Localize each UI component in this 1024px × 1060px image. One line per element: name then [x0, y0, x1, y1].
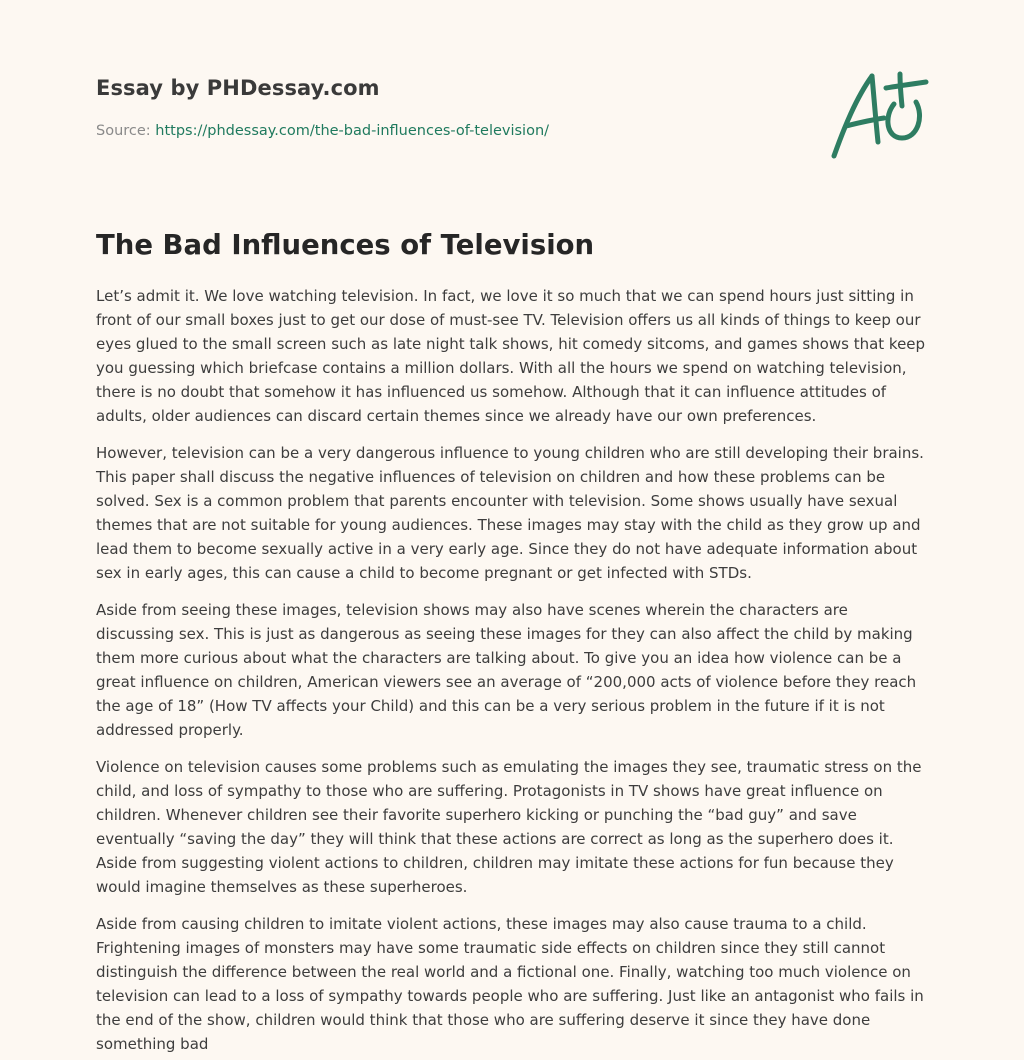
brand-title: Essay by PHDessay.com	[96, 76, 380, 100]
paragraph: Aside from seeing these images, television shows may also have scenes wherein the characters are discussing sex. This is just as dangerous as seeing these images for they can also affect the child by making them more curious about what the characters are talking about. To give you an idea how violence can be a great influence on children, American viewers see an average of “200,000 acts of violence before they reach the age of 18” (How TV affects your Child) and this can be a very serious problem in the future if it is not addressed properly.	[96, 601, 917, 739]
essay-title: The Bad Influences of Television	[96, 229, 595, 261]
paragraph: Aside from causing children to imitate violent actions, these images may also cause trauma to a child. Frightening images of monsters may have some traumatic side effects on children since they still cannot distinguish the difference between the real world and a fictional one. Finally, watching too much violence on television can lead to a loss of sympathy towards people who are suffering. Just like an antagonist who fails in the end of the show, children would think that those who are suffering deserve it since they have done something bad	[96, 915, 924, 1053]
essay-body	[96, 284, 928, 1056]
a-plus-logo	[828, 68, 932, 164]
page-header	[96, 0, 928, 200]
paragraph: Let’s admit it. We love watching television. In fact, we love it so much that we can spend hours just sitting in front of our small boxes just to get our dose of must-see TV. Television offers us all kinds of things to keep our eyes glued to the small screen such as late night talk shows, hit comedy sitcoms, and games shows that keep you guessing which briefcase contains a million dollars. With all the hours we spend on watching television, there is no doubt that somehow it has influenced us somehow. Although that it can influence attitudes of adults, older audiences can discard certain themes since we already have our own preferences.	[96, 287, 926, 425]
source-link[interactable]: https://phdessay.com/the-bad-influences-of-television/	[155, 123, 550, 139]
paragraph: Violence on television causes some problems such as emulating the images they see, traumatic stress on the child, and loss of sympathy to those who are suffering. Protagonists in TV shows have great influence on children. Whenever children see their favorite superhero kicking or punching the “bad guy” and save eventually “saving the day” they will think that these actions are correct as long as the superhero does it. Aside from suggesting violent actions to children, children may imitate these actions for fun because they would imagine themselves as these superheroes.	[96, 758, 922, 896]
source-line	[96, 123, 549, 139]
source-label: Source:	[96, 123, 151, 139]
paragraph: However, television can be a very dangerous influence to young children who are still developing their brains. This paper shall discuss the negative influences of television on children and how these problems can be solved. Sex is a common problem that parents encounter with television. Some shows usually have sexual themes that are not suitable for young audiences. These images may stay with the child as they grow up and lead them to become sexually active in a very early age. Since they do not have adequate information about sex in early ages, this can cause a child to become pregnant or get infected with STDs.	[96, 444, 924, 582]
